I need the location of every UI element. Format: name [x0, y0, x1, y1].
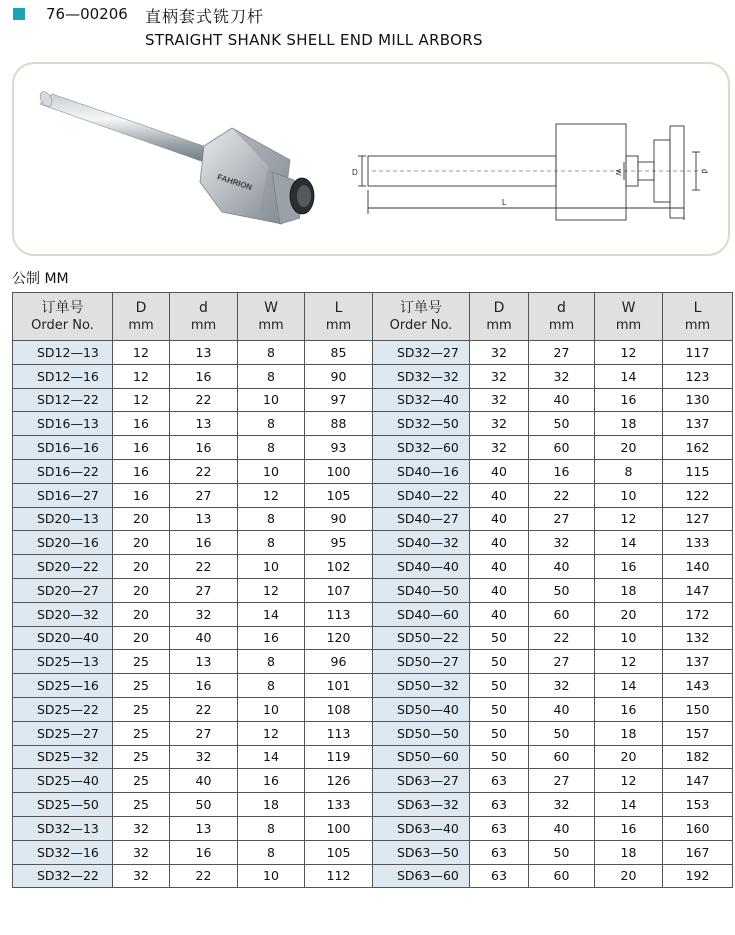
- order-number-cell: SD63—60: [373, 864, 470, 888]
- dimension-cell: 25: [113, 745, 170, 769]
- dimension-cell: 137: [663, 412, 733, 436]
- dimension-cell: 150: [663, 697, 733, 721]
- dimension-cell: 102: [305, 555, 373, 579]
- column-header-unit: mm: [548, 317, 575, 333]
- dimension-cell: 22: [170, 864, 238, 888]
- dimension-cell: 8: [238, 531, 305, 555]
- dimension-cell: 32: [470, 364, 529, 388]
- order-number-cell: SD20—13: [13, 507, 113, 531]
- dimension-cell: 25: [113, 721, 170, 745]
- column-header-title: W: [621, 299, 636, 316]
- dimension-cell: 50: [470, 697, 529, 721]
- order-number-cell: SD25—27: [13, 721, 113, 745]
- dimension-cell: 95: [305, 531, 373, 555]
- dim-label-L: L: [502, 198, 507, 207]
- dimension-cell: 167: [663, 840, 733, 864]
- dimension-cell: 40: [529, 555, 595, 579]
- column-header-title: D: [493, 299, 505, 316]
- dimension-cell: 143: [663, 674, 733, 698]
- order-number-cell: SD16—27: [13, 483, 113, 507]
- dimension-cell: 22: [170, 555, 238, 579]
- dimension-cell: 97: [305, 388, 373, 412]
- column-header-unit: mm: [128, 317, 154, 333]
- dimension-cell: 20: [595, 436, 663, 460]
- column-header-title: 订单号: [41, 299, 84, 316]
- column-header: [595, 293, 663, 341]
- dimension-cell: 160: [663, 816, 733, 840]
- order-number-cell: SD20—27: [13, 578, 113, 602]
- order-number-cell: SD25—40: [13, 769, 113, 793]
- order-number-cell: SD32—50: [373, 412, 470, 436]
- column-header-title: W: [264, 299, 278, 316]
- table-row: [13, 483, 733, 507]
- arbor-photo: [32, 84, 322, 244]
- dimension-cell: 14: [595, 793, 663, 817]
- dimension-cell: 126: [305, 769, 373, 793]
- column-header: [305, 293, 373, 341]
- dimension-cell: 147: [663, 769, 733, 793]
- order-number-cell: SD12—16: [13, 364, 113, 388]
- dimension-cell: 40: [470, 578, 529, 602]
- column-header: [238, 293, 305, 341]
- dimension-cell: 8: [238, 412, 305, 436]
- order-number-cell: SD25—22: [13, 697, 113, 721]
- column-header: [529, 293, 595, 341]
- dimension-cell: 8: [238, 840, 305, 864]
- table-row: [13, 388, 733, 412]
- dimension-cell: 25: [113, 650, 170, 674]
- column-header-unit: mm: [258, 317, 284, 333]
- dimension-cell: 27: [170, 578, 238, 602]
- dimension-cell: 16: [113, 412, 170, 436]
- dimension-cell: 182: [663, 745, 733, 769]
- dimension-cell: 132: [663, 626, 733, 650]
- dimension-cell: 20: [113, 531, 170, 555]
- dimension-cell: 20: [595, 864, 663, 888]
- brand-engraving: FAHRION: [216, 172, 254, 193]
- dimension-cell: 40: [170, 769, 238, 793]
- dimension-cell: 63: [470, 864, 529, 888]
- dimension-cell: 10: [238, 555, 305, 579]
- dimension-cell: 40: [170, 626, 238, 650]
- dimension-cell: 25: [113, 769, 170, 793]
- dimension-cell: 50: [529, 840, 595, 864]
- dimension-cell: 112: [305, 864, 373, 888]
- order-number-cell: SD25—32: [13, 745, 113, 769]
- dimension-cell: 16: [170, 531, 238, 555]
- dimension-cell: 16: [170, 364, 238, 388]
- order-number-cell: SD16—16: [13, 436, 113, 460]
- dimension-cell: 113: [305, 602, 373, 626]
- dimension-cell: 40: [470, 483, 529, 507]
- dimension-cell: 16: [113, 459, 170, 483]
- column-header-title: d: [199, 299, 208, 316]
- order-number-cell: SD32—13: [13, 816, 113, 840]
- dimension-cell: 60: [529, 745, 595, 769]
- dimension-cell: 40: [470, 531, 529, 555]
- dimension-cell: 32: [470, 341, 529, 365]
- dimension-cell: 32: [113, 840, 170, 864]
- dimension-cell: 25: [113, 674, 170, 698]
- dimension-cell: 40: [470, 555, 529, 579]
- dimension-cell: 27: [529, 507, 595, 531]
- title-chinese: 直柄套式铣刀杆: [145, 7, 265, 26]
- dimension-cell: 8: [238, 816, 305, 840]
- dimension-cell: 10: [595, 626, 663, 650]
- table-row: [13, 864, 733, 888]
- dimension-cell: 117: [663, 341, 733, 365]
- dimension-cell: 137: [663, 650, 733, 674]
- dimension-cell: 157: [663, 721, 733, 745]
- order-number-cell: SD20—22: [13, 555, 113, 579]
- order-number-cell: SD50—40: [373, 697, 470, 721]
- dimension-cell: 127: [663, 507, 733, 531]
- dimension-cell: 96: [305, 650, 373, 674]
- dimension-cell: 27: [170, 721, 238, 745]
- column-header-title: d: [557, 299, 566, 316]
- column-header-title: L: [334, 299, 343, 316]
- dimension-cell: 20: [113, 626, 170, 650]
- dimension-cell: 20: [113, 555, 170, 579]
- dimension-cell: 100: [305, 816, 373, 840]
- dimension-cell: 13: [170, 816, 238, 840]
- dimension-cell: 8: [238, 674, 305, 698]
- dimension-cell: 32: [529, 531, 595, 555]
- dimension-cell: 20: [113, 602, 170, 626]
- dimension-cell: 122: [663, 483, 733, 507]
- title-english: STRAIGHT SHANK SHELL END MILL ARBORS: [145, 31, 483, 49]
- dimension-cell: 8: [238, 507, 305, 531]
- order-number-cell: SD32—16: [13, 840, 113, 864]
- dimension-cell: 147: [663, 578, 733, 602]
- table-row: [13, 793, 733, 817]
- order-number-cell: SD50—32: [373, 674, 470, 698]
- column-header: [470, 293, 529, 341]
- dimension-cell: 20: [595, 745, 663, 769]
- dimension-cell: 50: [529, 412, 595, 436]
- table-row: [13, 745, 733, 769]
- arbor-spec-table: [12, 292, 733, 888]
- dimension-cell: 22: [170, 459, 238, 483]
- dimension-cell: 18: [595, 721, 663, 745]
- table-row: [13, 555, 733, 579]
- dimension-cell: 13: [170, 412, 238, 436]
- dimension-cell: 8: [238, 341, 305, 365]
- table-row: [13, 816, 733, 840]
- dimension-cell: 14: [238, 602, 305, 626]
- table-row: [13, 602, 733, 626]
- dimension-cell: 12: [595, 341, 663, 365]
- dimension-cell: 32: [529, 793, 595, 817]
- dimension-cell: 10: [595, 483, 663, 507]
- order-number-cell: SD32—27: [373, 341, 470, 365]
- table-row: [13, 650, 733, 674]
- dimension-cell: 40: [470, 602, 529, 626]
- dimension-cell: 14: [238, 745, 305, 769]
- dimension-cell: 108: [305, 697, 373, 721]
- dimension-cell: 16: [595, 388, 663, 412]
- dimension-cell: 90: [305, 364, 373, 388]
- dimension-cell: 85: [305, 341, 373, 365]
- order-number-cell: SD12—22: [13, 388, 113, 412]
- dimension-cell: 105: [305, 840, 373, 864]
- dimension-cell: 25: [113, 793, 170, 817]
- dimension-cell: 12: [595, 650, 663, 674]
- dimension-cell: 40: [470, 507, 529, 531]
- column-header: [170, 293, 238, 341]
- order-number-cell: SD63—40: [373, 816, 470, 840]
- column-header: [13, 293, 113, 341]
- dimension-cell: 50: [470, 650, 529, 674]
- dimension-cell: 133: [305, 793, 373, 817]
- dimension-cell: 90: [305, 507, 373, 531]
- order-number-cell: SD25—16: [13, 674, 113, 698]
- table-header-row: [13, 293, 733, 341]
- table-row: [13, 578, 733, 602]
- dimension-cell: 50: [529, 721, 595, 745]
- table-row: [13, 436, 733, 460]
- table-row: [13, 341, 733, 365]
- order-number-cell: SD40—22: [373, 483, 470, 507]
- order-number-cell: SD63—32: [373, 793, 470, 817]
- table-body: [13, 341, 733, 888]
- dimension-cell: 40: [529, 697, 595, 721]
- column-header: [373, 293, 470, 341]
- dimension-cell: 50: [470, 626, 529, 650]
- dimension-cell: 16: [170, 674, 238, 698]
- dimension-cell: 12: [113, 364, 170, 388]
- dimension-cell: 12: [113, 341, 170, 365]
- dimension-cell: 10: [238, 459, 305, 483]
- order-number-cell: SD25—50: [13, 793, 113, 817]
- dimension-cell: 16: [113, 483, 170, 507]
- dim-label-D: D: [352, 168, 358, 177]
- order-number-cell: SD12—13: [13, 341, 113, 365]
- dimension-cell: 100: [305, 459, 373, 483]
- dimension-cell: 20: [595, 602, 663, 626]
- dimension-cell: 50: [529, 578, 595, 602]
- order-number-cell: SD40—50: [373, 578, 470, 602]
- dimension-cell: 40: [529, 388, 595, 412]
- column-header-title: 订单号: [400, 299, 442, 316]
- dimension-cell: 12: [595, 769, 663, 793]
- dimension-cell: 133: [663, 531, 733, 555]
- dimension-cell: 16: [595, 555, 663, 579]
- dimension-cell: 88: [305, 412, 373, 436]
- column-header: [113, 293, 170, 341]
- dimension-cell: 20: [113, 507, 170, 531]
- dimension-cell: 18: [595, 840, 663, 864]
- dimension-cell: 8: [595, 459, 663, 483]
- dimension-cell: 8: [238, 436, 305, 460]
- dimension-cell: 22: [170, 388, 238, 412]
- table-row: [13, 507, 733, 531]
- dimension-cell: 115: [663, 459, 733, 483]
- dimension-cell: 192: [663, 864, 733, 888]
- order-number-cell: SD50—22: [373, 626, 470, 650]
- order-number-cell: SD63—50: [373, 840, 470, 864]
- order-number-cell: SD50—50: [373, 721, 470, 745]
- dimension-cell: 63: [470, 816, 529, 840]
- dimension-cell: 105: [305, 483, 373, 507]
- header-square-marker: [13, 8, 25, 20]
- dimension-cell: 60: [529, 602, 595, 626]
- dimension-cell: 16: [170, 840, 238, 864]
- dimension-cell: 16: [113, 436, 170, 460]
- dimension-cell: 153: [663, 793, 733, 817]
- dim-label-W: W: [614, 169, 621, 176]
- table-row: [13, 459, 733, 483]
- column-header-unit: Order No.: [31, 317, 94, 333]
- unit-label: 公制 MM: [12, 271, 69, 287]
- order-number-cell: SD32—32: [373, 364, 470, 388]
- column-header: [663, 293, 733, 341]
- dimension-cell: 140: [663, 555, 733, 579]
- dimension-cell: 18: [238, 793, 305, 817]
- order-number-cell: SD40—60: [373, 602, 470, 626]
- dimension-cell: 27: [529, 650, 595, 674]
- column-header-unit: mm: [684, 317, 711, 333]
- column-header-unit: mm: [615, 317, 642, 333]
- dimension-cell: 18: [595, 412, 663, 436]
- dimension-cell: 10: [238, 697, 305, 721]
- dimension-cell: 32: [113, 816, 170, 840]
- dimension-cell: 12: [238, 578, 305, 602]
- dimension-cell: 32: [470, 388, 529, 412]
- table-row: [13, 412, 733, 436]
- column-header-unit: mm: [325, 317, 352, 333]
- dimension-cell: 107: [305, 578, 373, 602]
- dimension-cell: 8: [238, 364, 305, 388]
- column-header-unit: mm: [190, 317, 217, 333]
- dimension-cell: 40: [529, 816, 595, 840]
- dimension-cell: 13: [170, 507, 238, 531]
- dimension-cell: 22: [529, 626, 595, 650]
- dimension-cell: 20: [113, 578, 170, 602]
- dimension-cell: 32: [529, 674, 595, 698]
- order-number-cell: SD40—32: [373, 531, 470, 555]
- dimension-cell: 32: [170, 745, 238, 769]
- dimension-cell: 16: [238, 626, 305, 650]
- dimension-cell: 12: [238, 721, 305, 745]
- column-header-title: D: [135, 299, 147, 316]
- order-number-cell: SD32—60: [373, 436, 470, 460]
- dimension-cell: 16: [595, 697, 663, 721]
- dimension-cell: 50: [470, 721, 529, 745]
- dimension-cell: 16: [595, 816, 663, 840]
- dimension-cell: 27: [170, 483, 238, 507]
- dimension-cell: 101: [305, 674, 373, 698]
- dimension-cell: 63: [470, 793, 529, 817]
- dimension-cell: 13: [170, 341, 238, 365]
- order-number-cell: SD63—27: [373, 769, 470, 793]
- order-number-cell: SD20—32: [13, 602, 113, 626]
- dimension-cell: 60: [529, 436, 595, 460]
- dimension-cell: 32: [113, 864, 170, 888]
- order-number-cell: SD20—40: [13, 626, 113, 650]
- dimension-cell: 63: [470, 769, 529, 793]
- table-row: [13, 840, 733, 864]
- dimension-cell: 16: [529, 459, 595, 483]
- order-number-cell: SD50—60: [373, 745, 470, 769]
- dimension-cell: 12: [238, 483, 305, 507]
- order-number-cell: SD40—16: [373, 459, 470, 483]
- table-row: [13, 364, 733, 388]
- dimension-cell: 32: [170, 602, 238, 626]
- table-row: [13, 769, 733, 793]
- dimension-cell: 120: [305, 626, 373, 650]
- dimension-cell: 32: [470, 412, 529, 436]
- dimension-cell: 123: [663, 364, 733, 388]
- dimension-cell: 27: [529, 769, 595, 793]
- dimension-cell: 8: [238, 650, 305, 674]
- dimension-cell: 22: [529, 483, 595, 507]
- dimension-cell: 93: [305, 436, 373, 460]
- dimension-cell: 14: [595, 364, 663, 388]
- dimension-cell: 12: [113, 388, 170, 412]
- order-number-cell: SD16—13: [13, 412, 113, 436]
- dimension-cell: 50: [470, 674, 529, 698]
- product-image-panel: [12, 62, 730, 256]
- column-header-unit: Order No.: [389, 317, 453, 333]
- product-code: 76—00206: [46, 5, 128, 23]
- dimension-cell: 14: [595, 531, 663, 555]
- dimension-cell: 60: [529, 864, 595, 888]
- dimension-cell: 22: [170, 697, 238, 721]
- dimension-cell: 14: [595, 674, 663, 698]
- order-number-cell: SD20—16: [13, 531, 113, 555]
- dimension-cell: 130: [663, 388, 733, 412]
- dimension-cell: 63: [470, 840, 529, 864]
- order-number-cell: SD40—27: [373, 507, 470, 531]
- column-header-title: L: [693, 299, 702, 316]
- dimension-cell: 16: [170, 436, 238, 460]
- order-number-cell: SD25—13: [13, 650, 113, 674]
- table-row: [13, 721, 733, 745]
- dimension-cell: 50: [470, 745, 529, 769]
- dimension-cell: 16: [238, 769, 305, 793]
- dimension-cell: 50: [170, 793, 238, 817]
- table-row: [13, 674, 733, 698]
- table-row: [13, 626, 733, 650]
- dimension-cell: 18: [595, 578, 663, 602]
- dim-label-d: d: [700, 169, 709, 174]
- order-number-cell: SD32—22: [13, 864, 113, 888]
- dimension-cell: 10: [238, 864, 305, 888]
- dimension-cell: 25: [113, 697, 170, 721]
- dimension-cell: 32: [470, 436, 529, 460]
- order-number-cell: SD40—40: [373, 555, 470, 579]
- column-header-unit: mm: [486, 317, 512, 333]
- dimension-cell: 32: [529, 364, 595, 388]
- dimension-cell: 119: [305, 745, 373, 769]
- table-row: [13, 697, 733, 721]
- table-row: [13, 531, 733, 555]
- order-number-cell: SD16—22: [13, 459, 113, 483]
- dimension-cell: 10: [238, 388, 305, 412]
- order-number-cell: SD50—27: [373, 650, 470, 674]
- dimension-cell: 12: [595, 507, 663, 531]
- dimension-cell: 40: [470, 459, 529, 483]
- order-number-cell: SD32—40: [373, 388, 470, 412]
- dimension-cell: 27: [529, 341, 595, 365]
- dimension-cell: 172: [663, 602, 733, 626]
- dimension-cell: 13: [170, 650, 238, 674]
- dimension-cell: 162: [663, 436, 733, 460]
- technical-drawing: [342, 116, 722, 226]
- dimension-cell: 113: [305, 721, 373, 745]
